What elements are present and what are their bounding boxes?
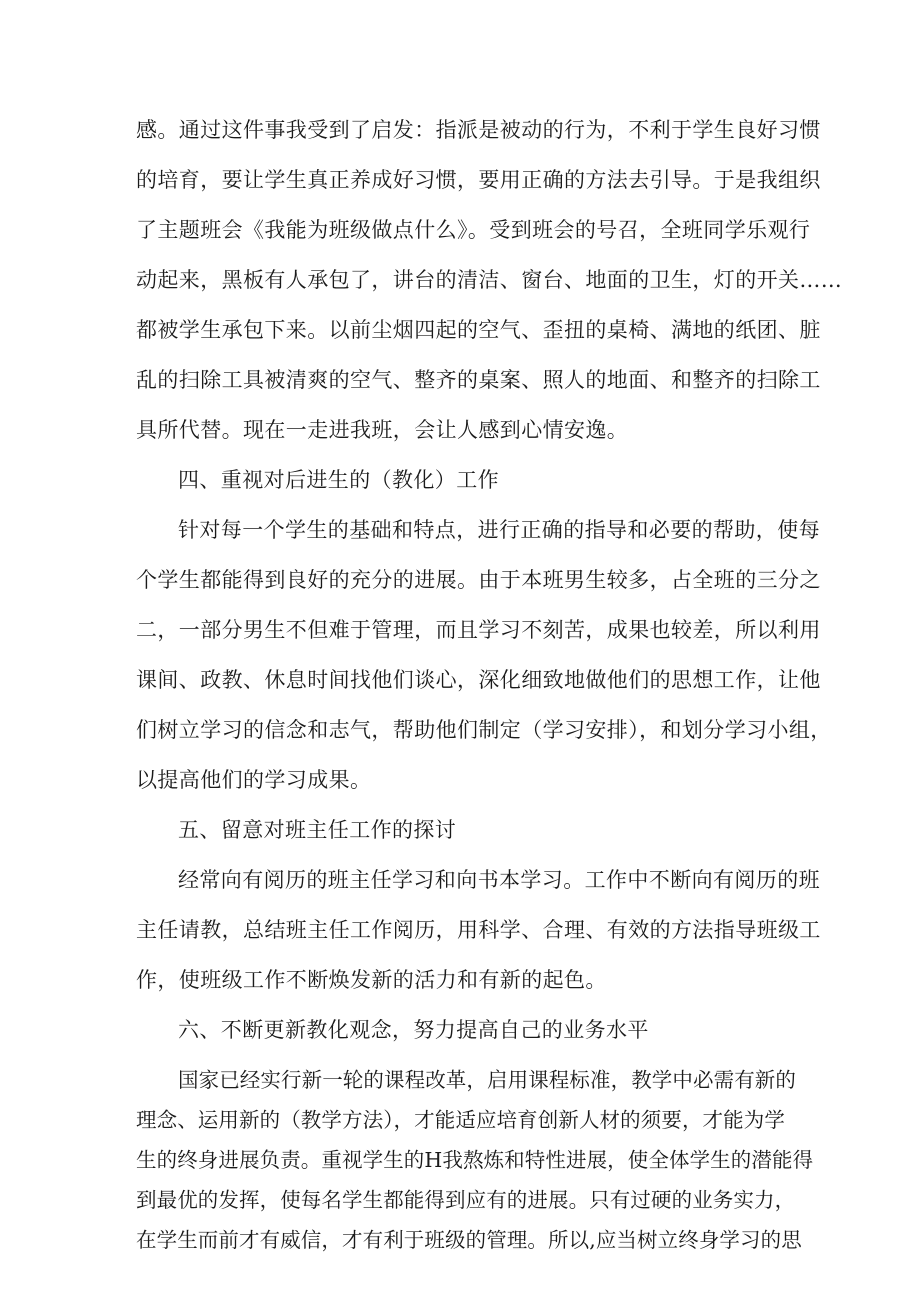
paragraph-line: 作，使班级工作不断焕发新的活力和有新的起色。	[136, 968, 607, 992]
paragraph-line: 都被学生承包下来。以前尘烟四起的空气、歪扭的桌椅、满地的纸团、脏	[136, 318, 821, 342]
paragraph-line: 个学生都能得到良好的充分的进展。由于本班男生较多，占全班的三分之	[136, 568, 821, 592]
paragraph-line: 具所代替。现在一走进我班，会让人感到心情安逸。	[136, 418, 629, 442]
section-heading-6: 六、不断更新教化观念，努力提高自己的业务水平	[178, 1018, 649, 1042]
paragraph-line: 们树立学习的信念和志气，帮助他们制定（学习安排），和划分学习小组，	[136, 718, 832, 742]
paragraph-line: 在学生而前才有威信，才有利于班级的管理。所以,应当树立终身学习的思	[136, 1228, 802, 1252]
paragraph-line: 乱的扫除工具被清爽的空气、整齐的桌案、照人的地面、和整齐的扫除工	[136, 368, 821, 392]
paragraph-line: 了主题班会《我能为班级做点什么》。受到班会的号召，全班同学乐观行	[136, 218, 811, 242]
paragraph-line: 经常向有阅历的班主任学习和向书本学习。工作中不断向有阅历的班	[178, 868, 820, 892]
paragraph-line: 针对每一个学生的基础和特点，进行正确的指导和必要的帮助，使每	[178, 518, 820, 542]
paragraph-line: 的培育，要让学生真正养成好习惯，要用正确的方法去引导。于是我组织	[136, 168, 821, 192]
paragraph-line: 二，一部分男生不但难于管理，而且学习不刻苦，成果也较差，所以利用	[136, 618, 821, 642]
section-heading-5: 五、留意对班主任工作的探讨	[178, 818, 457, 842]
paragraph-line: 到最优的发挥，使每名学生都能得到应有的进展。只有过硬的业务实力，	[136, 1188, 796, 1212]
paragraph-line: 课间、政教、休息时间找他们谈心，深化细致地做他们的思想工作，让他	[136, 668, 821, 692]
paragraph-line: 动起来，黑板有人承包了，讲台的清洁、窗台、地面的卫生，灯的开关……	[136, 268, 843, 292]
paragraph-line: 理念、运用新的（教学方法），才能适应培育创新人材的须要，才能为学	[136, 1108, 785, 1132]
paragraph-line: 主任请教，总结班主任工作阅历，用科学、合理、有效的方法指导班级工	[136, 918, 821, 942]
paragraph-line: 以提高他们的学习成果。	[136, 768, 372, 792]
section-heading-4: 四、重视对后进生的（教化）工作	[178, 468, 499, 492]
paragraph-line: 生的终身进展负责。重视学生的H我熬炼和特性进展，使全体学生的潜能得	[136, 1148, 814, 1172]
paragraph-line: 感。通过这件事我受到了启发：指派是被动的行为，不利于学生良好习惯	[136, 118, 821, 142]
paragraph-line: 国家已经实行新一轮的课程改革，启用课程标准，教学中必需有新的	[178, 1068, 796, 1092]
